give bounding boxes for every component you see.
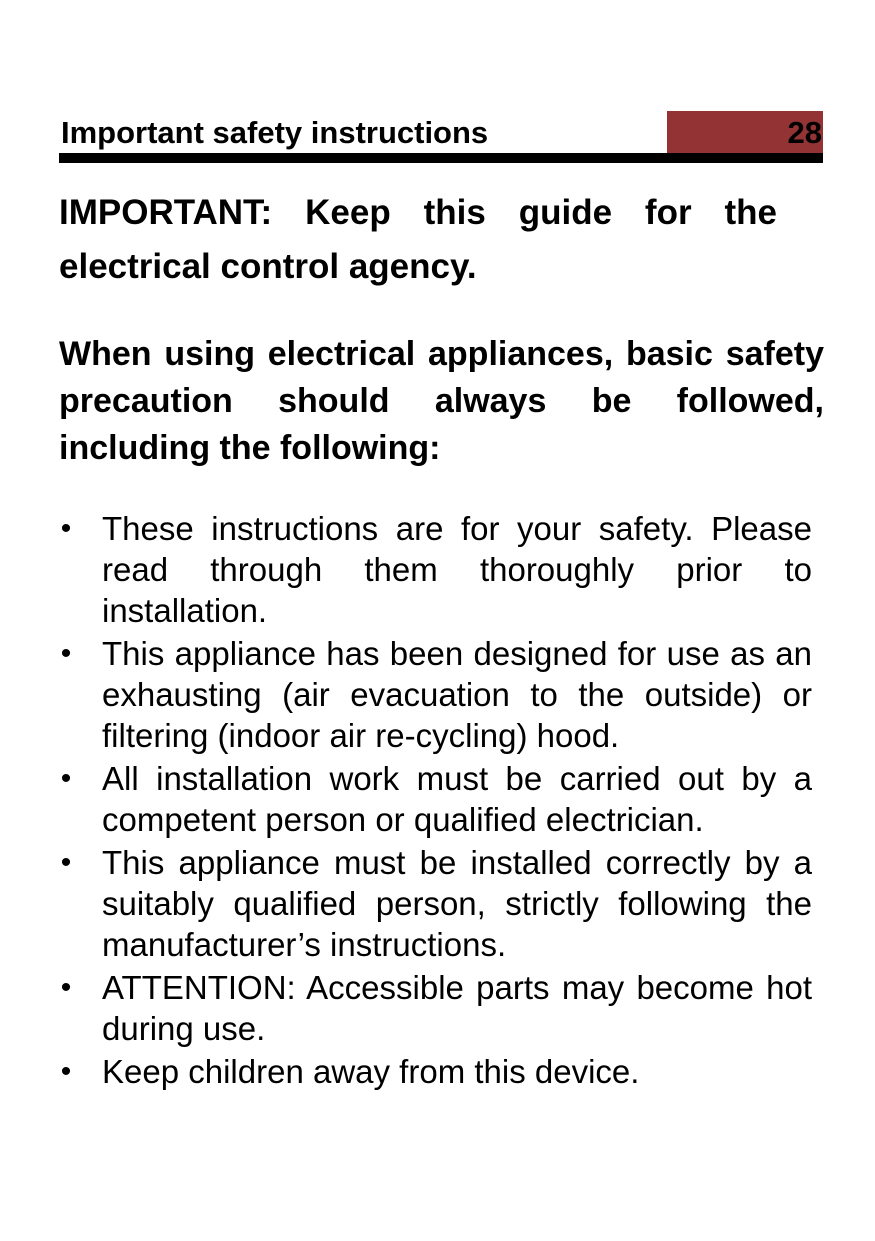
list-item <box>59 758 812 840</box>
header-title: Important safety instructions <box>61 115 489 150</box>
safety-instructions-list <box>59 508 812 1094</box>
list-item <box>59 508 812 631</box>
list-item-text: These instructions are for your safety. Please read through them thoroughly prior to installation. <box>102 510 812 629</box>
page-header <box>59 111 823 153</box>
list-item-text: Keep children away from this device. <box>102 1053 640 1090</box>
bullet-icon: • <box>60 762 72 795</box>
list-item-text: This appliance has been designed for use as an exhausting (air evacuation to the outside) or filtering (indoor air re-cycling) hood. <box>102 635 812 754</box>
list-item <box>59 1051 812 1092</box>
page-number-box <box>667 111 823 153</box>
bullet-icon: • <box>60 846 72 879</box>
page-number: 28 <box>787 115 822 150</box>
list-item-text: All installation work must be carried out by a competent person or qualified electrician. <box>102 760 812 838</box>
intro-heading: IMPORTANT: Keep this guide for the electrical control agency. <box>59 193 777 286</box>
list-item-text: ATTENTION: Accessible parts may become hot during use. <box>102 969 812 1047</box>
list-item <box>59 842 812 965</box>
bullet-icon: • <box>60 971 72 1004</box>
header-rule <box>59 153 823 163</box>
list-item <box>59 967 812 1049</box>
list-item <box>59 633 812 756</box>
bullet-icon: • <box>60 512 72 545</box>
list-item-text: This appliance must be installed correctly by a suitably qualified person, strictly following the manufacturer’s instructions. <box>102 844 812 963</box>
lead-paragraph: When using electrical appliances, basic safety precaution should always be followed, including the following: <box>59 335 824 467</box>
bullet-icon: • <box>60 1055 72 1088</box>
bullet-icon: • <box>60 637 72 670</box>
